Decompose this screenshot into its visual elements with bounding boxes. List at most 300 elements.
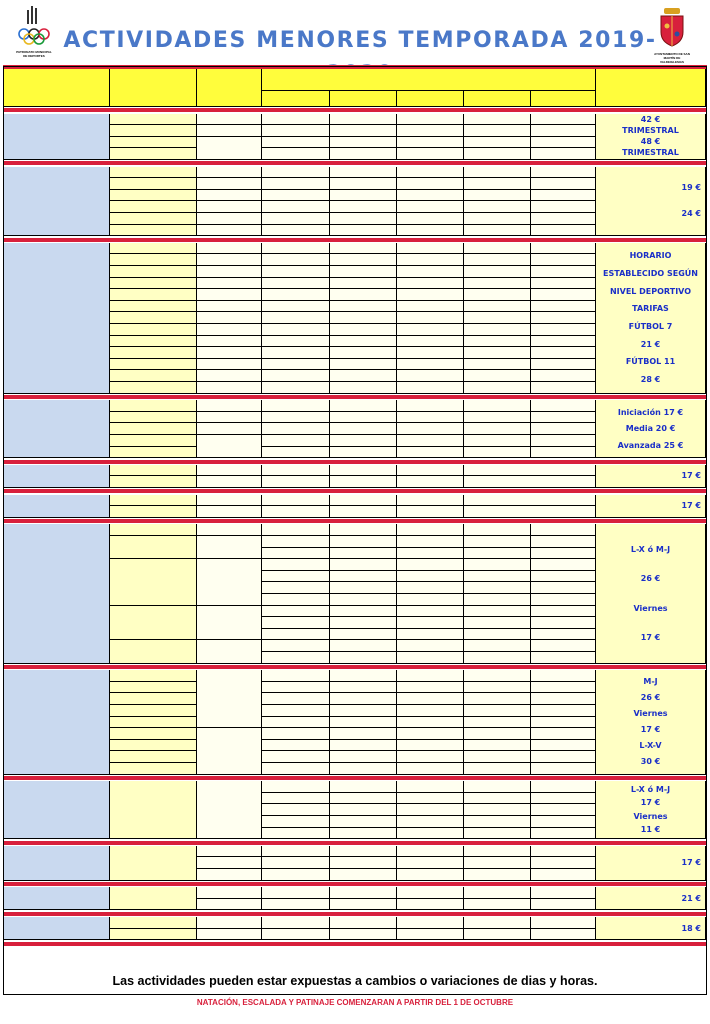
day-cell-7-2-1 [330,693,397,705]
day-cell-7-3-0 [262,705,330,717]
grupo-8-0 [110,781,197,839]
grupo-7-3 [110,705,197,717]
day-cell-1-5-0 [262,225,330,237]
ayuntamiento-logo-text: AYUNTAMIENTO DE SAN MARTÍN DE VALDEIGLESIAS [654,52,690,64]
grupo-7-8 [110,763,197,775]
price-line: M-J [643,677,658,687]
day-cell-6-6-1 [330,594,397,606]
day-cell-2-5-4 [531,301,596,313]
day-cell-7-3-1 [330,705,397,717]
edades-8-0 [197,781,262,839]
day-cell-6-1-4 [531,536,596,548]
day-cell-7-3-4 [531,705,596,717]
day-cell-10-0-0 [262,887,330,899]
price-line: Viernes [633,811,668,821]
day-cell-10-0-1 [330,887,397,899]
day-cell-6-10-0 [262,640,330,652]
day-cell-9-1-2 [397,857,464,869]
day-cell-7-1-1 [330,682,397,694]
day-cell-2-11-2 [397,370,464,382]
day-cell-2-11-3 [464,370,531,382]
day-cell-7-0-3 [464,670,531,682]
day-cell-2-8-1 [330,336,397,348]
day-cell-11-1-4 [531,929,596,941]
pmd-logo-text: PATRONATO MUNICIPAL DE DEPORTES [16,50,52,58]
edades-5-0 [197,495,262,507]
edades-3-3 [197,435,262,458]
activity-2 [4,243,110,394]
day-cell-4-0-2 [397,465,464,477]
page-title: ACTIVIDADES MENORES TEMPORADA 2019- [63,28,657,53]
day-cell-2-8-3 [464,336,531,348]
day-cell-3-3-1 [330,435,397,447]
price-0 [596,114,706,160]
day-cell-0-2-1 [330,137,397,149]
day-cell-2-2-3 [464,266,531,278]
day-cell-10-0-4 [531,887,596,899]
day-cell-6-4-3 [464,571,531,583]
day-cell-2-2-2 [397,266,464,278]
day-cell-7-7-1 [330,751,397,763]
footer-notice: NATACIÓN, ESCALADA Y PATINAJE COMENZARAN A PARTIR DEL 1 DE OCTUBRE [196,998,514,1007]
grupo-2-6 [110,312,197,324]
grupo-3-3 [110,435,197,447]
day-cell-2-4-1 [330,289,397,301]
day-cell-6-9-3 [464,629,531,641]
day-cell-6-2-0 [262,548,330,560]
day-cell-5-0-2 [397,495,464,507]
day-cell-2-11-4 [531,370,596,382]
price-9 [596,846,706,881]
day-cell-7-5-2 [397,728,464,740]
day-cell-2-2-4 [531,266,596,278]
day-cell-11-0-2 [397,917,464,929]
day-cell-7-5-0 [262,728,330,740]
edades-9-1 [197,857,262,869]
edades-3-1 [197,412,262,424]
day-cell-7-0-1 [330,670,397,682]
day-cell-8-1-0 [262,793,330,805]
day-cell-0-2-0 [262,137,330,149]
day-cell-7-6-2 [397,740,464,752]
edades-4-1 [197,476,262,488]
day-cell-6-10-1 [330,640,397,652]
edades-1-0 [197,167,262,179]
day-cell-2-6-1 [330,312,397,324]
day-cell-7-1-2 [397,682,464,694]
day-cell-2-5-1 [330,301,397,313]
grupo-0-1 [110,125,197,137]
grupo-2-10 [110,359,197,371]
activity-8 [4,781,110,839]
day-cell-7-2-0 [262,693,330,705]
day-cell-6-5-0 [262,582,330,594]
edades-2-9 [197,347,262,359]
price-line: 21 € [681,893,701,903]
price-line: 17 € [640,633,661,643]
day-cell-0-1-2 [397,125,464,137]
price-line: 18 € [681,923,701,933]
day-cell-9-1-0 [262,857,330,869]
day-cell-6-1-1 [330,536,397,548]
day-cell-1-1-1 [330,178,397,190]
day-cell-2-6-0 [262,312,330,324]
edades-6-7 [197,606,262,641]
day-cell-6-11-3 [464,652,531,664]
day-cell-8-2-1 [330,804,397,816]
price-line: HORARIO [629,251,672,261]
red-band-9 [3,841,707,845]
grupo-1-0 [110,167,197,179]
day-cell-3-2-2 [397,423,464,435]
day-cell-10-1-2 [397,899,464,911]
activity-3 [4,400,110,458]
day-cell-1-4-3 [464,213,531,225]
day-cell-2-5-0 [262,301,330,313]
day-cell-2-10-1 [330,359,397,371]
price-11 [596,917,706,940]
day-cell-8-3-0 [262,816,330,828]
day-cell-11-0-0 [262,917,330,929]
day-cell-0-3-4 [531,148,596,160]
day-cell-1-5-4 [531,225,596,237]
day-cell-1-5-2 [397,225,464,237]
day-cell-8-1-3 [464,793,531,805]
red-band-7 [3,665,707,669]
day-cell-1-3-3 [464,201,531,213]
day-cell-2-3-1 [330,278,397,290]
price-line: 17 € [681,501,701,511]
header-precio [596,69,706,107]
grupo-2-3 [110,278,197,290]
day-cell-6-8-2 [397,617,464,629]
header-day-lunes [262,91,330,107]
day-cell-3-3-0 [262,435,330,447]
edades-10-1 [197,899,262,911]
day-cell-7-7-0 [262,751,330,763]
day-cell-7-5-3 [464,728,531,740]
day-cell-11-0-3 [464,917,531,929]
edades-10-0 [197,887,262,899]
day-cell-9-2-2 [397,869,464,881]
grupo-4-0 [110,465,197,477]
price-line: 26 € [640,574,661,584]
grupo-2-2 [110,266,197,278]
day-cell-6-4-2 [397,571,464,583]
day-cell-1-4-4 [531,213,596,225]
day-cell-3-3-4 [531,435,596,447]
day-cell-2-7-1 [330,324,397,336]
day-cell-6-4-1 [330,571,397,583]
day-cell-2-5-2 [397,301,464,313]
day-cell-7-3-2 [397,705,464,717]
day-cell-2-5-3 [464,301,531,313]
grupo-2-11 [110,370,197,382]
red-band-6 [3,519,707,523]
day-cell-8-3-2 [397,816,464,828]
day-cell-7-1-0 [262,682,330,694]
edades-0-0 [197,114,262,126]
day-cell-6-6-4 [531,594,596,606]
day-cell-2-10-2 [397,359,464,371]
day-cell-1-2-4 [531,190,596,202]
day-cell-4-0-0 [262,465,330,477]
day-cell-6-4-4 [531,571,596,583]
day-cell-1-0-2 [397,167,464,179]
price-line: NIVEL DEPORTIVO [609,286,692,296]
day-cell-6-10-4 [531,640,596,652]
day-cell-1-1-4 [531,178,596,190]
day-cell-2-4-2 [397,289,464,301]
grupo-0-3 [110,148,197,160]
day-cell-7-8-4 [531,763,596,775]
day-cell-6-7-3 [464,606,531,618]
edades-2-5 [197,301,262,313]
price-line: Viernes [633,603,668,613]
day-cell-3-0-0 [262,400,330,412]
activity-1 [4,167,110,237]
day-cell-1-4-1 [330,213,397,225]
day-cell-4-0-1 [330,465,397,477]
grupo-6-10 [110,640,197,663]
grupo-2-1 [110,254,197,266]
day-cell-8-4-3 [464,828,531,840]
day-cell-2-1-1 [330,254,397,266]
day-cell-6-3-4 [531,559,596,571]
grupo-9-0 [110,846,197,881]
day-cell-6-3-3 [464,559,531,571]
day-cell-6-0-4 [531,524,596,536]
price-line: 17 € [640,798,661,808]
day-cell-9-2-4 [531,869,596,881]
grupo-2-4 [110,289,197,301]
day-cell-1-2-0 [262,190,330,202]
day-cell-1-4-2 [397,213,464,225]
day-cell-6-1-2 [397,536,464,548]
day-cell-2-7-0 [262,324,330,336]
price-line: TRIMESTRAL [622,126,679,136]
edades-7-5 [197,728,262,774]
edades-2-2 [197,266,262,278]
grupo-6-7 [110,606,197,641]
day-cell-3-4-1 [330,447,397,459]
day-cell-5-1-3 [464,506,596,518]
grupo-7-4 [110,717,197,729]
edades-2-3 [197,278,262,290]
day-cell-9-2-3 [464,869,531,881]
red-band-4 [3,460,707,464]
day-cell-2-8-2 [397,336,464,348]
day-cell-8-4-0 [262,828,330,840]
grupo-2-0 [110,243,197,255]
price-line: 28 € [640,374,661,384]
price-line: 30 € [640,757,661,767]
edades-2-12 [197,382,262,394]
header-day-martes [330,91,397,107]
price-line: 42 € [640,115,661,125]
day-cell-2-10-0 [262,359,330,371]
day-cell-7-7-4 [531,751,596,763]
edades-1-3 [197,201,262,213]
day-cell-7-2-4 [531,693,596,705]
price-line: Avanzada 25 € [617,440,684,450]
day-cell-2-0-2 [397,243,464,255]
day-cell-8-3-1 [330,816,397,828]
edades-6-10 [197,640,262,663]
day-cell-1-0-4 [531,167,596,179]
day-cell-3-3-2 [397,435,464,447]
day-cell-2-9-2 [397,347,464,359]
price-6 [596,524,706,663]
red-band-1 [3,161,707,165]
day-cell-6-2-3 [464,548,531,560]
day-cell-3-4-3 [464,447,531,459]
day-cell-6-8-1 [330,617,397,629]
day-cell-7-4-4 [531,717,596,729]
day-cell-7-8-1 [330,763,397,775]
price-line: Iniciación 17 € [617,407,684,417]
day-cell-2-4-4 [531,289,596,301]
day-cell-7-3-3 [464,705,531,717]
day-cell-8-2-2 [397,804,464,816]
day-cell-7-6-0 [262,740,330,752]
day-cell-1-3-4 [531,201,596,213]
day-cell-0-3-3 [464,148,531,160]
price-line: L-X ó M-J [630,785,671,795]
day-cell-2-6-2 [397,312,464,324]
activity-4 [4,465,110,488]
grupo-1-2 [110,190,197,202]
day-cell-8-3-3 [464,816,531,828]
day-cell-7-5-1 [330,728,397,740]
day-cell-3-4-2 [397,447,464,459]
grupo-1-3 [110,201,197,213]
day-cell-6-0-3 [464,524,531,536]
edades-1-5 [197,225,262,237]
day-cell-8-0-1 [330,781,397,793]
day-cell-5-1-1 [330,506,397,518]
day-cell-0-3-2 [397,148,464,160]
day-cell-2-4-3 [464,289,531,301]
day-cell-2-0-1 [330,243,397,255]
day-cell-6-5-2 [397,582,464,594]
day-cell-7-0-0 [262,670,330,682]
price-line: 24 € [681,209,701,219]
day-cell-6-7-1 [330,606,397,618]
day-cell-0-2-4 [531,137,596,149]
day-cell-3-2-1 [330,423,397,435]
price-line: FÚTBOL 11 [625,357,676,367]
edades-7-0 [197,670,262,728]
grupo-5-1 [110,506,197,518]
day-cell-2-12-3 [464,382,531,394]
day-cell-11-0-4 [531,917,596,929]
day-cell-1-1-2 [397,178,464,190]
day-cell-2-11-1 [330,370,397,382]
day-cell-8-3-4 [531,816,596,828]
red-band-8 [3,776,707,780]
day-cell-2-1-4 [531,254,596,266]
red-band-2 [3,238,707,242]
price-line: TARIFAS [632,304,669,314]
day-cell-6-11-2 [397,652,464,664]
day-cell-6-8-0 [262,617,330,629]
header-day-miercoles [397,91,464,107]
day-cell-2-12-2 [397,382,464,394]
day-cell-2-9-0 [262,347,330,359]
price-line: L-X ó M-J [630,544,671,554]
day-cell-2-12-1 [330,382,397,394]
day-cell-7-4-2 [397,717,464,729]
day-cell-6-11-4 [531,652,596,664]
grupo-0-0 [110,114,197,126]
day-cell-0-0-2 [397,114,464,126]
day-cell-7-5-4 [531,728,596,740]
grupo-6-1 [110,536,197,559]
day-cell-0-3-1 [330,148,397,160]
grupo-7-5 [110,728,197,740]
edades-2-4 [197,289,262,301]
day-cell-0-1-4 [531,125,596,137]
edades-4-0 [197,465,262,477]
day-cell-1-2-1 [330,190,397,202]
day-cell-6-9-1 [330,629,397,641]
grupo-7-6 [110,740,197,752]
price-line: 17 € [681,471,701,481]
day-cell-2-0-0 [262,243,330,255]
edades-2-8 [197,336,262,348]
day-cell-6-0-2 [397,524,464,536]
grupo-2-7 [110,324,197,336]
day-cell-10-1-1 [330,899,397,911]
grupo-11-0 [110,917,197,929]
price-8 [596,781,706,839]
day-cell-6-9-0 [262,629,330,641]
day-cell-9-1-1 [330,857,397,869]
day-cell-8-2-4 [531,804,596,816]
header-day-viernes [531,91,596,107]
price-line: 17 € [681,858,701,868]
price-line: Viernes [633,709,668,719]
day-cell-7-8-2 [397,763,464,775]
day-cell-1-2-2 [397,190,464,202]
header-dias [262,69,596,91]
day-cell-5-0-0 [262,495,330,507]
day-cell-3-1-4 [531,412,596,424]
day-cell-2-9-1 [330,347,397,359]
red-band-10 [3,882,707,886]
activity-10 [4,887,110,910]
day-cell-1-3-0 [262,201,330,213]
day-cell-6-9-2 [397,629,464,641]
edades-3-2 [197,423,262,435]
grupo-7-7 [110,751,197,763]
activity-6 [4,524,110,663]
day-cell-10-1-3 [464,899,531,911]
day-cell-8-0-3 [464,781,531,793]
price-line: 21 € [640,339,661,349]
day-cell-8-0-0 [262,781,330,793]
grupo-2-8 [110,336,197,348]
day-cell-2-9-3 [464,347,531,359]
grupo-7-1 [110,682,197,694]
day-cell-3-2-0 [262,423,330,435]
day-cell-9-2-0 [262,869,330,881]
price-line: 48 € [640,137,661,147]
day-cell-2-7-3 [464,324,531,336]
day-cell-3-1-2 [397,412,464,424]
price-3 [596,400,706,458]
